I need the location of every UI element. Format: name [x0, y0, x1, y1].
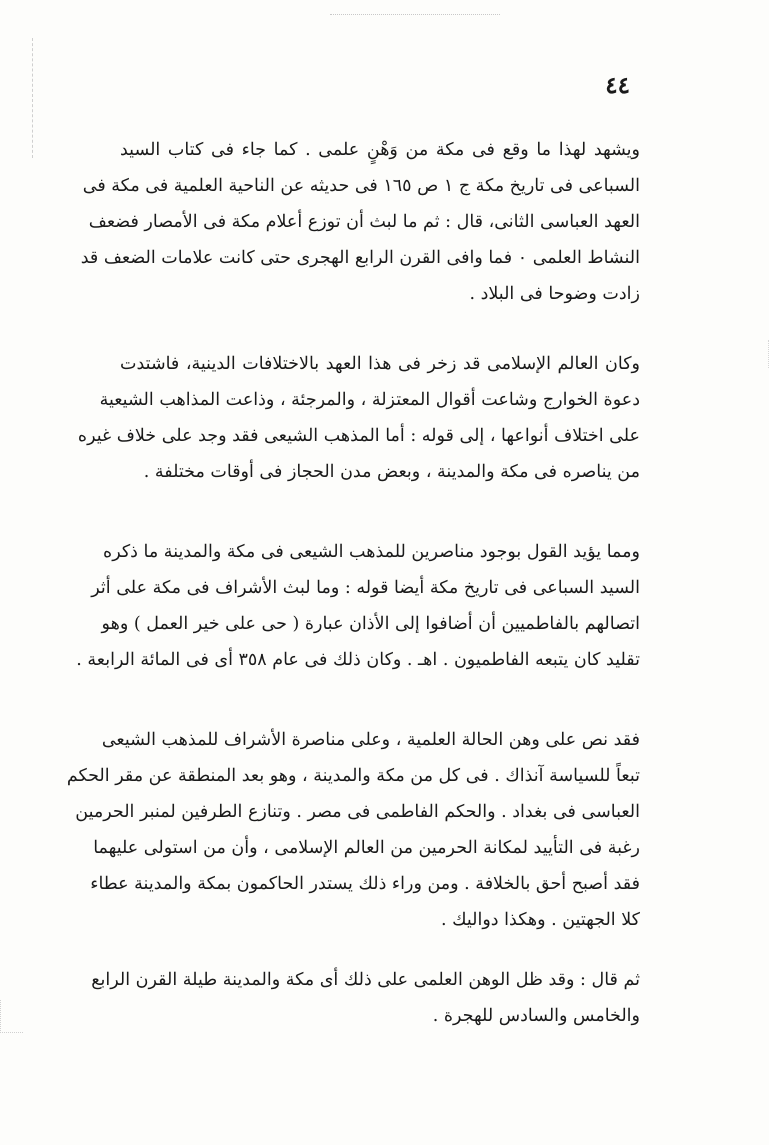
text-line: ومما يؤيد القول بوجود مناصرين للمذهب الشيعى فى مكة والمدينة ما ذكره [103, 542, 640, 562]
text-line: السباعى فى تاريخ مكة ج ١ ص ١٦٥ فى حديثه عن الناحية العلمية فى مكة فى [82, 176, 640, 196]
paragraph-4 [66, 722, 640, 938]
text-line: اتصالهم بالفاطميين أن أضافوا إلى الأذان عبارة ( حى على خير العمل ) وهو [101, 614, 640, 634]
page-number: ٤٤ [605, 72, 630, 99]
text-line: فقد نص على وهن الحالة العلمية ، وعلى مناصرة الأشراف للمذهب الشيعى [101, 730, 640, 750]
text-line: كلا الجهتين . وهكذا دواليك . [440, 910, 640, 930]
text-line: فقد أصبح أحق بالخلافة . ومن وراء ذلك يستدر الحاكمون بمكة والمدينة عطاء [90, 874, 640, 894]
scan-noise-right [760, 340, 769, 368]
paragraph-2 [77, 346, 640, 490]
text-line: على اختلاف أنواعها ، إلى قوله : أما المذهب الشيعى فقد وجد على خلاف غيره [77, 426, 640, 446]
text-line: تقليد كان يتبعه الفاطميون . اهـ . وكان ذلك فى عام ٣٥٨ أى فى المائة الرابعة . [76, 650, 640, 670]
text-line: دعوة الخوارج وشاعت أقوال المعتزلة ، والمرجئة ، وذاعت المذاهب الشيعية [99, 390, 640, 410]
paragraph-1 [80, 132, 640, 312]
paragraph-3 [76, 534, 640, 678]
paragraph-5 [91, 962, 640, 1034]
text-line: العباسى فى بغداد . والحكم الفاطمى فى مصر . وتنازع الطرفين لمنبر الحرمين [75, 802, 640, 822]
text-line: زادت وضوحا فى البلاد . [469, 284, 640, 304]
scan-noise-top [330, 14, 500, 19]
text-line: السيد السباعى فى تاريخ مكة أيضا قوله : وما لبث الأشراف فى مكة على أثر [91, 578, 640, 598]
text-line: العهد العباسى الثانى، قال : ثم ما لبث أن توزع أعلام مكة فى الأمصار فضعف [88, 212, 640, 232]
text-line: وكان العالم الإسلامى قد زخر فى هذا العهد بالاختلافات الدينية، فاشتدت [120, 354, 640, 374]
text-line: ويشهد لهذا ما وقع فى مكة من وَهْنٍ علمى . كما جاء فى كتاب السيد [120, 140, 640, 160]
text-line: رغبة فى التأييد لمكانة الحرمين من العالم الإسلامى ، وأن من استولى عليهما [93, 838, 640, 858]
text-line: ثم قال : وقد ظل الوهن العلمى على ذلك أى مكة والمدينة طيلة القرن الرابع [91, 970, 640, 990]
text-line: من يناصره فى مكة والمدينة ، وبعض مدن الحجاز فى أوقات مختلفة . [143, 462, 640, 482]
text-line: النشاط العلمى ٠ فما وافى القرن الرابع الهجرى حتى كانت علامات الضعف قد [80, 248, 640, 268]
text-line: تبعاً للسياسة آنذاك . فى كل من مكة والمدينة ، وهو بعد المنطقة عن مقر الحكم [66, 766, 640, 786]
text-line: والخامس والسادس للهجرة . [432, 1006, 640, 1026]
scan-noise-bottom-left [0, 1000, 23, 1033]
scan-edge-left [32, 38, 34, 158]
